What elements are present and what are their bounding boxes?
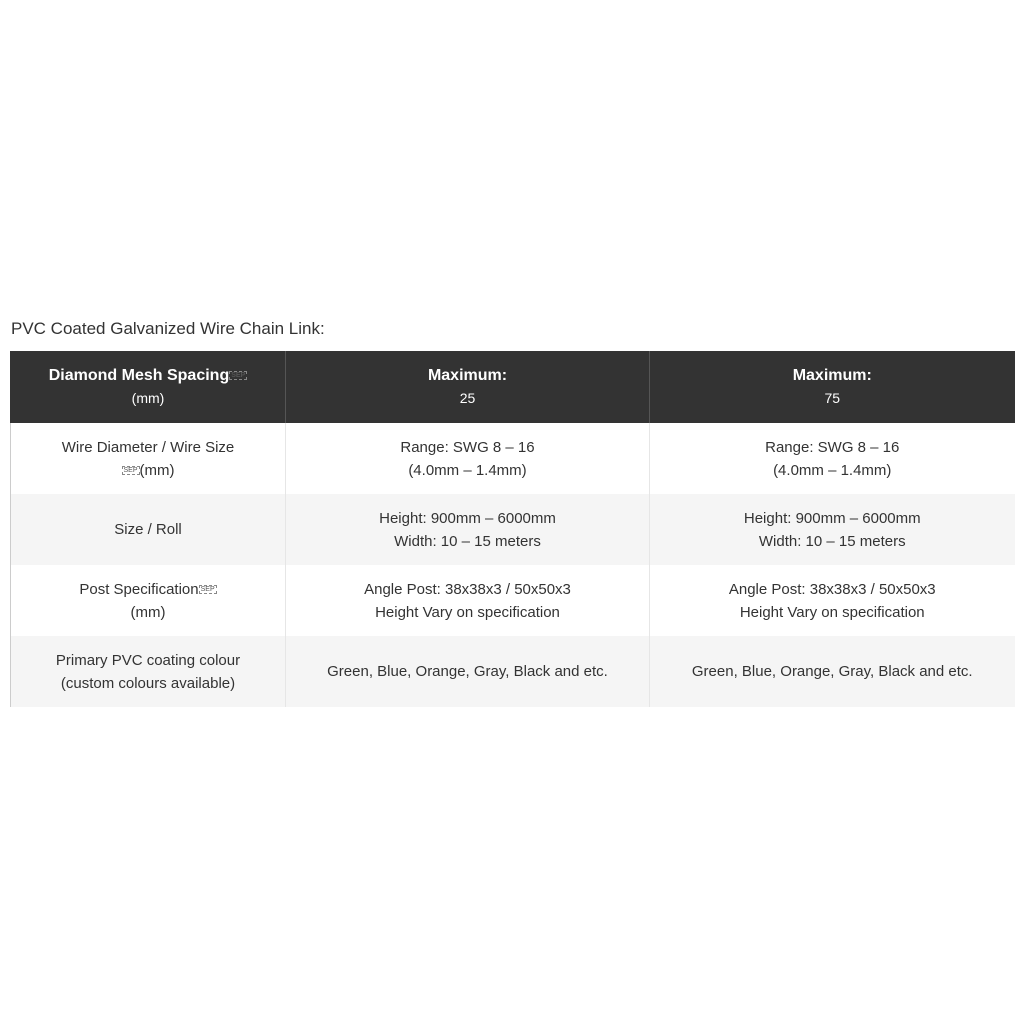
separator-glyph-icon: SEP	[123, 466, 138, 474]
cell-text: (4.0mm – 1.4mm)	[773, 461, 892, 479]
cell-text: Height: 900mm – 6000mm	[743, 509, 921, 527]
row-label: Primary PVC coating colour	[55, 651, 241, 669]
table-cell	[650, 636, 1015, 707]
row-label-cell	[11, 565, 286, 636]
cell-text: Height Vary on specification	[375, 603, 560, 621]
cell-text: Green, Blue, Orange, Gray, Black and etc.	[327, 663, 608, 680]
row-unit: (mm)	[139, 461, 175, 479]
row-label: Size / Roll	[114, 521, 182, 538]
header-value: 25	[459, 390, 476, 406]
table-row-post-specification	[11, 565, 1015, 636]
separator-glyph-icon: SEP	[200, 585, 215, 593]
table-cell	[650, 565, 1015, 636]
cell-text: Range: SWG 8 – 16	[765, 438, 900, 456]
row-label-cell	[11, 636, 286, 707]
header-cell-mesh-spacing	[11, 351, 286, 423]
table-cell	[286, 565, 650, 636]
cell-text: Width: 10 – 15 meters	[758, 532, 906, 550]
table-cell	[286, 494, 650, 565]
table-cell	[650, 423, 1015, 494]
section-title: PVC Coated Galvanized Wire Chain Link:	[11, 319, 325, 338]
header-label: Maximum:	[427, 367, 508, 384]
cell-text: Height Vary on specification	[739, 603, 925, 621]
header-unit: (mm)	[131, 390, 165, 406]
row-label-cell	[11, 423, 286, 494]
row-unit: (mm)	[130, 603, 166, 621]
header-label: Diamond Mesh Spacing	[48, 367, 230, 384]
row-label: Post Specification	[79, 580, 199, 598]
row-note: (custom colours available)	[60, 674, 236, 692]
header-value: 75	[824, 390, 841, 406]
cell-text: Green, Blue, Orange, Gray, Black and etc.	[691, 663, 973, 680]
table-cell	[650, 494, 1015, 565]
cell-text: Angle Post: 38x38x3 / 50x50x3	[728, 580, 936, 598]
cell-text: Height: 900mm – 6000mm	[379, 509, 556, 527]
table-row-size-roll	[11, 494, 1015, 565]
table-header-row	[11, 351, 1015, 423]
header-label: Maximum:	[792, 367, 872, 384]
header-cell-maximum-75	[650, 351, 1015, 423]
table-cell	[286, 423, 650, 494]
cell-text: Angle Post: 38x38x3 / 50x50x3	[364, 580, 571, 598]
row-label: Wire Diameter / Wire Size	[61, 438, 235, 456]
table-cell	[286, 636, 650, 707]
cell-text: Range: SWG 8 – 16	[400, 438, 535, 456]
table-row-coating-colour	[11, 636, 1015, 707]
cell-text: (4.0mm – 1.4mm)	[408, 461, 527, 479]
table-row-wire-diameter	[11, 423, 1015, 494]
header-cell-maximum-25	[286, 351, 650, 423]
spec-table	[10, 351, 1015, 707]
separator-glyph-icon: SEP	[231, 372, 246, 379]
row-label-cell	[11, 494, 286, 565]
cell-text: Width: 10 – 15 meters	[394, 532, 541, 550]
